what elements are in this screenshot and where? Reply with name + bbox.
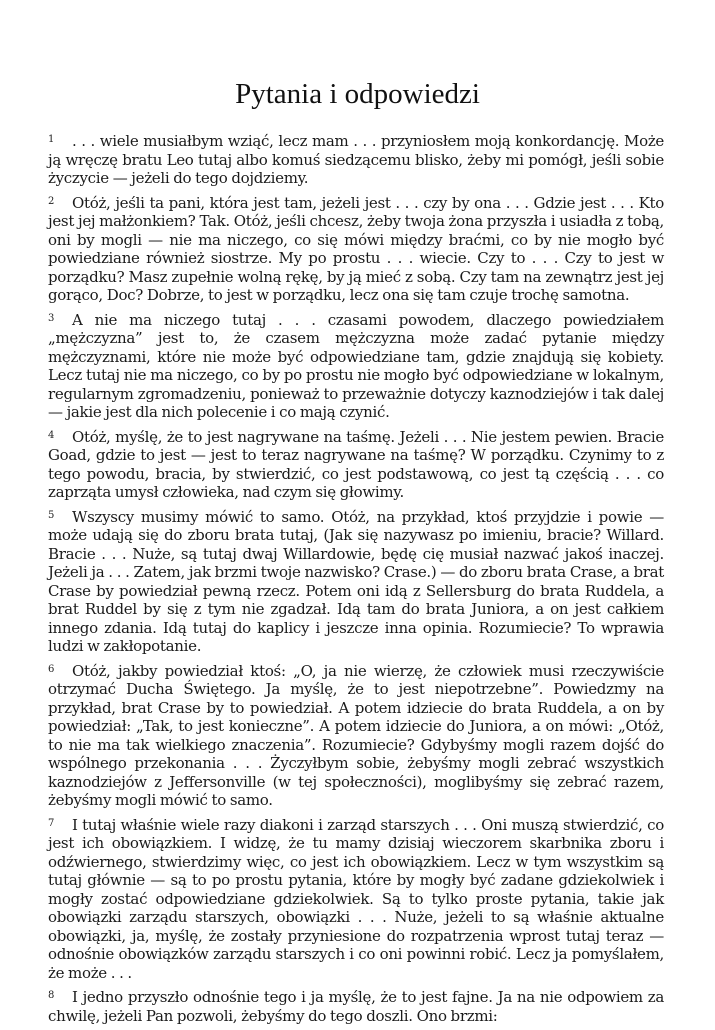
- paragraph-8: [48, 987, 664, 1025]
- paragraph-5: [48, 507, 664, 656]
- body-text: [48, 131, 664, 1030]
- paragraph-1: [48, 131, 664, 188]
- paragraph-number: 8: [48, 990, 55, 1001]
- paragraph-6: [48, 661, 664, 810]
- paragraph-text: Otóż, jakby powiedział ktoś: „O, ja nie wierzę, że człowiek musi rzeczywiście otrzymać Ducha Świętego. Ja myślę, że to jest niepotrzebne”. Powiedzmy na przykład, brat Crase by to powiedział. A potem idziecie do brata Ruddela, a on by powiedział: „Tak, to jest konieczne”. A potem idziecie do Juniora, a on mówi: „Otóż, to nie ma tak wielkiego znaczenia”. Rozumiecie? Gdybyśmy mogli razem dojść do wspólnego przekonania . . . Życzyłbym sobie, żebyśmy mogli zebrać wszystkich kaznodziejów z Jeffersonville (w tej społeczności), moglibyśmy się zebrać razem, żebyśmy mogli mówić to samo.: [48, 661, 664, 809]
- paragraph-4: [48, 427, 664, 502]
- paragraph-text: Otóż, myślę, że to jest nagrywane na taśmę. Jeżeli . . . Nie jestem pewien. Bracie Goad, gdzie to jest — jest to teraz nagrywane na taśmę? W porządku. Czynimy to z tego powodu, bracia, by stwierdzić, co jest podstawową, co jest tą częścią . . . co zaprząta umysł człowieka, nad czym się głowimy.: [48, 427, 664, 501]
- paragraph-text: . . . wiele musiałbym wziąć, lecz mam . . . przyniosłem moją konkordancję. Może ją wręczę bratu Leo tutaj albo komuś siedzącemu blisko, żeby mi pomógł, jeśli sobie życzycie — jeżeli do tego dojdziemy.: [48, 132, 664, 187]
- paragraph-number: 4: [48, 429, 55, 441]
- paragraph-text: A nie ma niczego tutaj . . . czasami powodem, dlaczego powiedziałem „mężczyzna” jest to, że czasem mężczyzna może zadać pytanie między mężczyznami, które nie może być odpowiedziane tam, gdzie znajdują się kobiety. Lecz tutaj nie ma niczego, co by po prostu nie mogło być odpowiedziane w lokalnym, regularnym zgromadzeniu, ponieważ to przeważnie dotyczy kaznodziejów i tak dalej — jakie jest dla nich polecenie i co mają czynić.: [48, 310, 664, 421]
- page-title: Pytania i odpowiedzi: [235, 78, 480, 110]
- paragraph-number: 3: [48, 312, 55, 324]
- paragraph-3: [48, 310, 664, 422]
- paragraph-number: 7: [48, 817, 55, 829]
- paragraph-number: 6: [48, 663, 55, 675]
- paragraph-7: [48, 815, 664, 983]
- paragraph-2: [48, 193, 664, 305]
- paragraph-number: 1: [48, 134, 55, 145]
- paragraph-text: Otóż, jeśli ta pani, która jest tam, jeżeli jest . . . czy by ona . . . Gdzie jest . . . Kto jest jej małżonkiem? Tak. Otóż, jeśli chcesz, żeby twoja żona przyszła i usiadła z tobą, oni by mogli — nie ma niczego, co się mówi między braćmi, co by nie mogło być powiedziane również siostrze. My po prostu . . . wiecie. Czy to . . . Czy to jest w porządku? Masz zupełnie wolną rękę, by ją mieć z sobą. Czy tam na zewnątrz jest jej gorąco, Doc? Dobrze, to jest w porządku, lecz ona się tam czuje trochę samotna.: [48, 193, 664, 304]
- paragraph-text: Wszyscy musimy mówić to samo. Otóż, na przykład, ktoś przyjdzie i powie — może udają się do zboru brata tutaj, (Jak się nazywasz po imieniu, bracie? Willard. Bracie . . . Nuże, są tutaj dwaj Willardowie, będę cię musiał nazwać jakoś inaczej. Jeżeli ja . . . Zatem, jak brzmi twoje nazwisko? Crase.) — do zboru brata Crase, a brat Crase by powiedział pewną rzecz. Potem oni idą z Sellersburg do brata Ruddela, a brat Ruddel by się z tym nie zgadzał. Idą tam do brata Juniora, a on jest całkiem innego zdania. Idą tutaj do kaplicy i jeszcze inna opinia. Rozumiecie? To wprawia ludzi w zakłopotanie.: [48, 507, 664, 655]
- paragraph-number: 5: [48, 509, 55, 521]
- paragraph-text: I tutaj właśnie wiele razy diakoni i zarząd starszych . . . Oni muszą stwierdzić, co jest ich obowiązkiem. I widzę, że tu mamy dzisiaj wieczorem skarbnika zboru i odźwiernego, stwierdzimy więc, co jest ich obowiązkiem. Lecz w tym wszystkim są tutaj głównie — są to po prostu pytania, które by mogły być zadane gdziekolwiek i mogły zostać odpowiedziane gdziekolwiek. Są to tylko proste pytania, takie jak obowiązki zarządu starszych, obowiązki . . . Nuże, jeżeli to są właśnie aktualne obowiązki, ja, myślę, że zostały przyniesione do rozpatrzenia wprost tutaj teraz — odnośnie obowiązków zarządu starszych i co oni powinni robić. Lecz ja pomyślałem, że może . . .: [48, 815, 664, 982]
- paragraph-number: 2: [48, 195, 55, 207]
- paragraph-text: I jedno przyszło odnośnie tego i ja myślę, że to jest fajne. Ja na nie odpowiem za chwilę, jeżeli Pan pozwoli, żebyśmy do tego doszli. Ono brzmi:: [48, 988, 664, 1025]
